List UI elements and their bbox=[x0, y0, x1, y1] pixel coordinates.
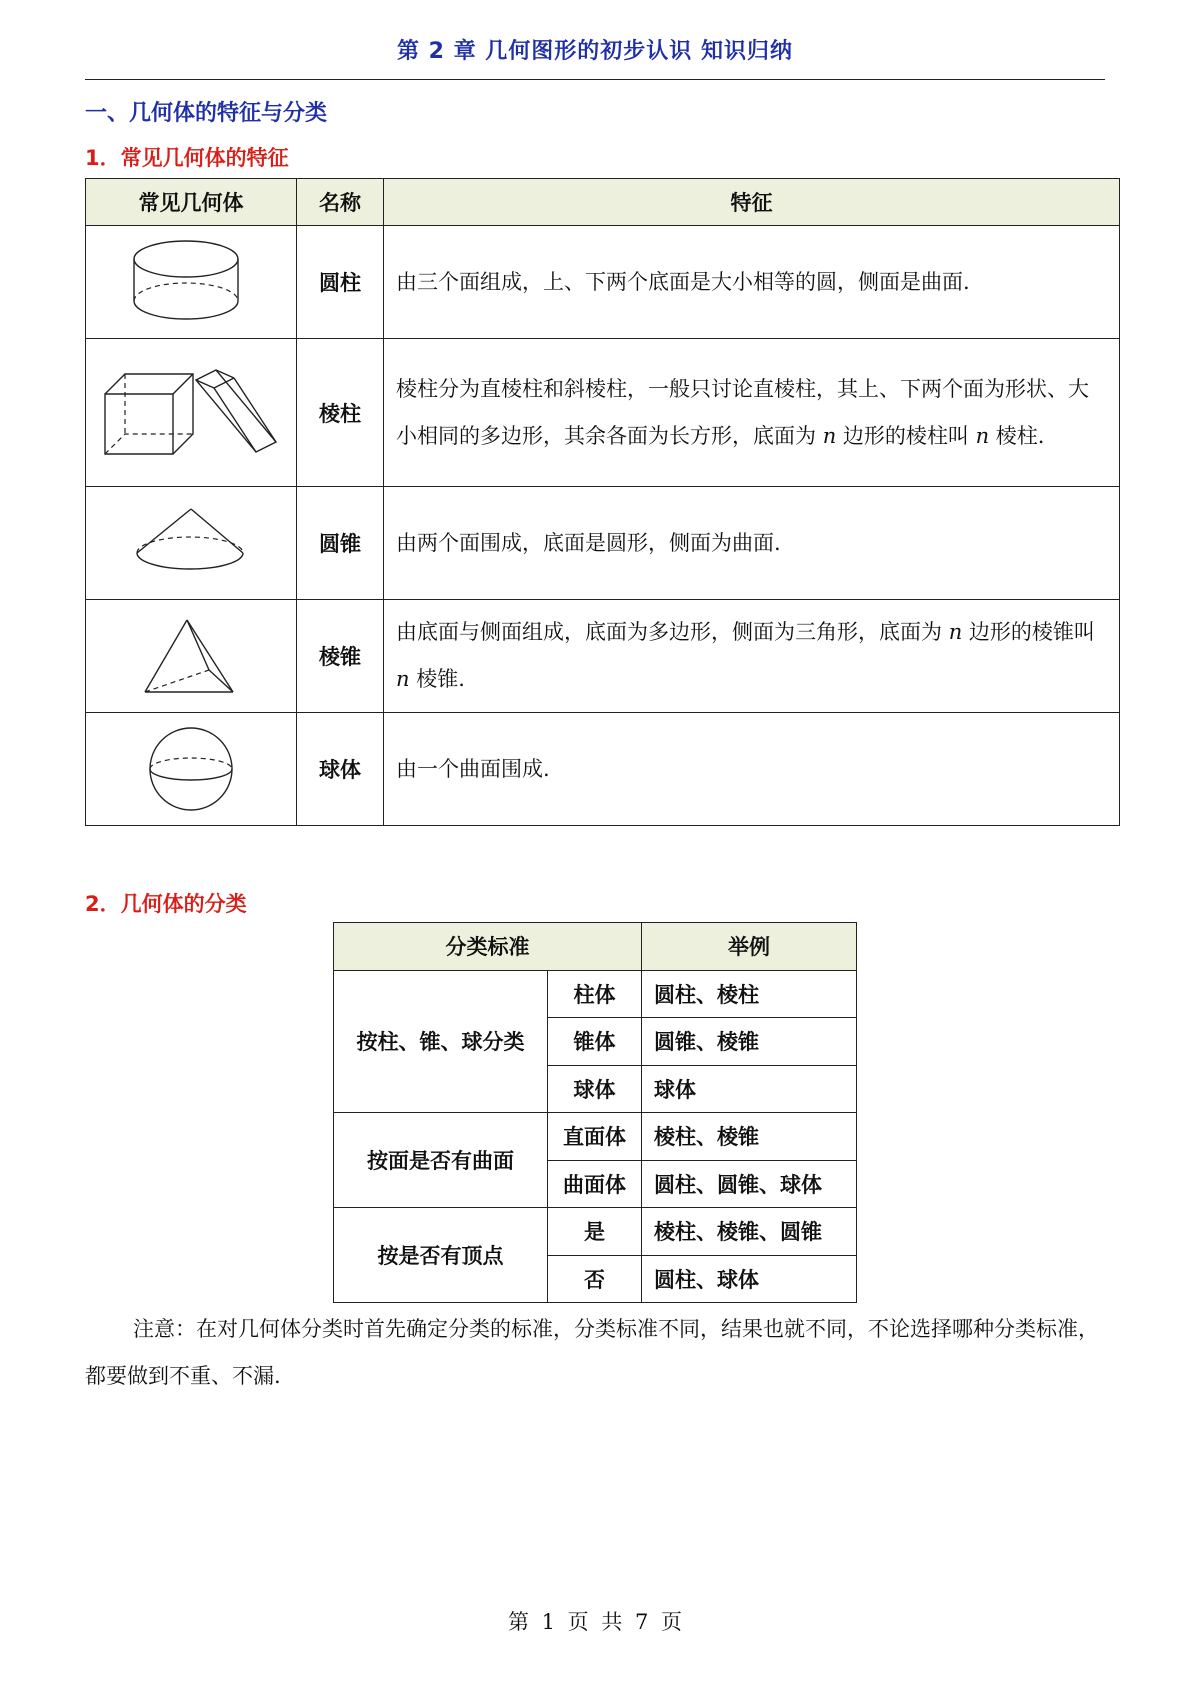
name-cone: 圆锥 bbox=[297, 487, 384, 600]
table-row bbox=[334, 1208, 857, 1256]
feature-sphere: 由一个曲面围成. bbox=[384, 713, 1120, 826]
solids-features-table bbox=[85, 178, 1120, 826]
page-footer: 第 1 页 共 7 页 bbox=[507, 1610, 683, 1634]
cone-figure bbox=[86, 487, 297, 600]
feature-pyramid: 由底面与侧面组成，底面为多边形，侧面为三角形，底面为 n 边形的棱锥叫 n 棱锥. bbox=[384, 600, 1120, 713]
table-row-prism bbox=[86, 339, 1120, 487]
header-figure: 常见几何体 bbox=[86, 179, 297, 226]
table-row-sphere bbox=[86, 713, 1120, 826]
type-cell: 柱体 bbox=[548, 970, 642, 1018]
table-row bbox=[334, 1113, 857, 1161]
header-name: 名称 bbox=[297, 179, 384, 226]
type-cell: 曲面体 bbox=[548, 1160, 642, 1208]
page-title: 第 2 章 几何图形的初步认识 知识归纳 bbox=[397, 39, 793, 64]
header-criterion: 分类标准 bbox=[334, 923, 642, 971]
table-header-row bbox=[334, 923, 857, 971]
feature-cylinder: 由三个面组成，上、下两个底面是大小相等的圆，侧面是曲面. bbox=[384, 226, 1120, 339]
classification-table bbox=[333, 922, 857, 1303]
table-row-cylinder bbox=[86, 226, 1120, 339]
table-row bbox=[334, 970, 857, 1018]
title-divider bbox=[85, 79, 1105, 80]
example-cell: 圆柱、圆锥、球体 bbox=[642, 1160, 857, 1208]
sphere-figure bbox=[86, 713, 297, 826]
section-heading: 一、几何体的特征与分类 bbox=[85, 101, 328, 126]
example-cell: 圆锥、棱锥 bbox=[642, 1018, 857, 1066]
cylinder-figure bbox=[86, 226, 297, 339]
type-cell: 锥体 bbox=[548, 1018, 642, 1066]
note-paragraph: 注意：在对几何体分类时首先确定分类的标准，分类标准不同，结果也就不同，不论选择哪种分类标准，都要做到不重、不漏. bbox=[85, 1317, 1099, 1388]
header-example: 举例 bbox=[642, 923, 857, 971]
table-row-cone bbox=[86, 487, 1120, 600]
feature-cone: 由两个面围成，底面是圆形，侧面为曲面. bbox=[384, 487, 1120, 600]
pyramid-figure bbox=[86, 600, 297, 713]
name-pyramid: 棱锥 bbox=[297, 600, 384, 713]
criterion-cell: 按面是否有曲面 bbox=[334, 1113, 548, 1208]
criterion-cell: 按柱、锥、球分类 bbox=[334, 970, 548, 1113]
table-header-row bbox=[86, 179, 1120, 226]
type-cell: 直面体 bbox=[548, 1113, 642, 1161]
type-cell: 否 bbox=[548, 1255, 642, 1303]
example-cell: 圆柱、棱柱 bbox=[642, 970, 857, 1018]
feature-prism: 棱柱分为直棱柱和斜棱柱，一般只讨论直棱柱，其上、下两个面为形状、大小相同的多边形，其余各面为长方形，底面为 n 边形的棱柱叫 n 棱柱. bbox=[384, 339, 1120, 487]
criterion-cell: 按是否有顶点 bbox=[334, 1208, 548, 1303]
table-row-pyramid bbox=[86, 600, 1120, 713]
type-cell: 球体 bbox=[548, 1065, 642, 1113]
name-sphere: 球体 bbox=[297, 713, 384, 826]
type-cell: 是 bbox=[548, 1208, 642, 1256]
prism-figure bbox=[86, 339, 297, 487]
example-cell: 球体 bbox=[642, 1065, 857, 1113]
example-cell: 圆柱、球体 bbox=[642, 1255, 857, 1303]
example-cell: 棱柱、棱锥 bbox=[642, 1113, 857, 1161]
name-prism: 棱柱 bbox=[297, 339, 384, 487]
header-feature: 特征 bbox=[384, 179, 1120, 226]
subheading-classification: 2．几何体的分类 bbox=[85, 892, 247, 916]
name-cylinder: 圆柱 bbox=[297, 226, 384, 339]
subheading-common-solids: 1．常见几何体的特征 bbox=[85, 146, 289, 170]
example-cell: 棱柱、棱锥、圆锥 bbox=[642, 1208, 857, 1256]
